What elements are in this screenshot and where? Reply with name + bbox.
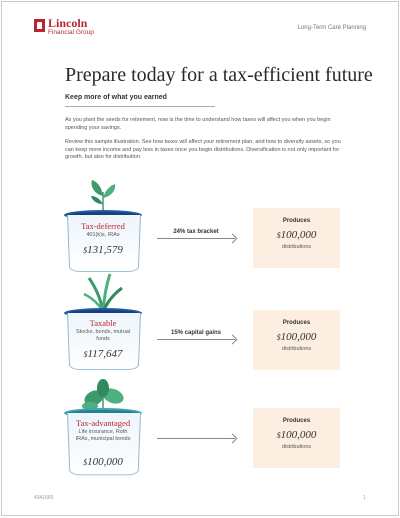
card-subtitle: distributions [281, 346, 312, 352]
pot-label: Tax-advantaged [75, 418, 131, 428]
tax-advantaged-pot [64, 372, 142, 482]
arrow-label: 15% capital gains [170, 330, 222, 336]
arrow-label: 24% tax bracket [173, 229, 219, 235]
page-subtitle: Keep more of what you earned [65, 94, 167, 101]
card-amount: $100,000 [276, 429, 317, 441]
arrow-right-icon [157, 438, 235, 439]
footer-code: 4341565 [34, 495, 54, 501]
card-title: Produces [282, 418, 311, 424]
pot-label: Tax-deferred [81, 221, 125, 231]
card-amount: $100,000 [276, 331, 317, 343]
produces-card [253, 310, 340, 370]
arrow-right-icon [157, 339, 235, 340]
taxable-pot [64, 272, 142, 372]
grass-plant-icon [64, 272, 142, 312]
page-number: 1 [363, 495, 366, 501]
lincoln-logo [34, 17, 94, 37]
logo-sub: Financial Group [48, 29, 94, 36]
illustration-paragraph: Review this sample illustration. See how taxes will affect your retirement plan, and how to diversify assets, so you can keep more income and pay less in taxes once you begin distributions. Diversification is not only important for growth, but also for distribution. [65, 139, 341, 160]
leafy-plant-icon [64, 372, 142, 412]
produces-card [253, 208, 340, 268]
pot-amount: $131,579 [83, 244, 123, 256]
card-subtitle: distributions [281, 244, 312, 250]
pot-amount: $100,000 [83, 456, 123, 468]
page-title: Prepare today for a tax-efficient future [65, 64, 373, 86]
pot-description: Life insurance, Roth IRAs, municipal bonds [75, 429, 131, 442]
document-page [1, 1, 399, 516]
seedling-plant-icon [64, 174, 142, 214]
card-title: Produces [282, 218, 311, 224]
card-subtitle: distributions [281, 444, 312, 450]
intro-paragraph: As you plant the seeds for retirement, now is the time to understand how taxes will affect you when you begin spending your savings. [65, 117, 331, 131]
logo-mark-icon [34, 19, 45, 32]
pot-description: Stocks, bonds, mutual funds [75, 329, 131, 342]
pot-label: Taxable [89, 318, 117, 328]
tax-deferred-pot [64, 174, 142, 274]
arrow-right-icon [157, 238, 235, 239]
doc-label: Long-Term Care Planning [297, 25, 366, 31]
produces-card [253, 408, 340, 468]
card-title: Produces [282, 320, 311, 326]
divider [65, 106, 215, 107]
card-amount: $100,000 [276, 229, 317, 241]
pot-amount: $117,647 [83, 348, 123, 360]
pot-description: 401(k)s, IRAs [86, 232, 120, 238]
logo-name: Lincoln [48, 16, 88, 30]
